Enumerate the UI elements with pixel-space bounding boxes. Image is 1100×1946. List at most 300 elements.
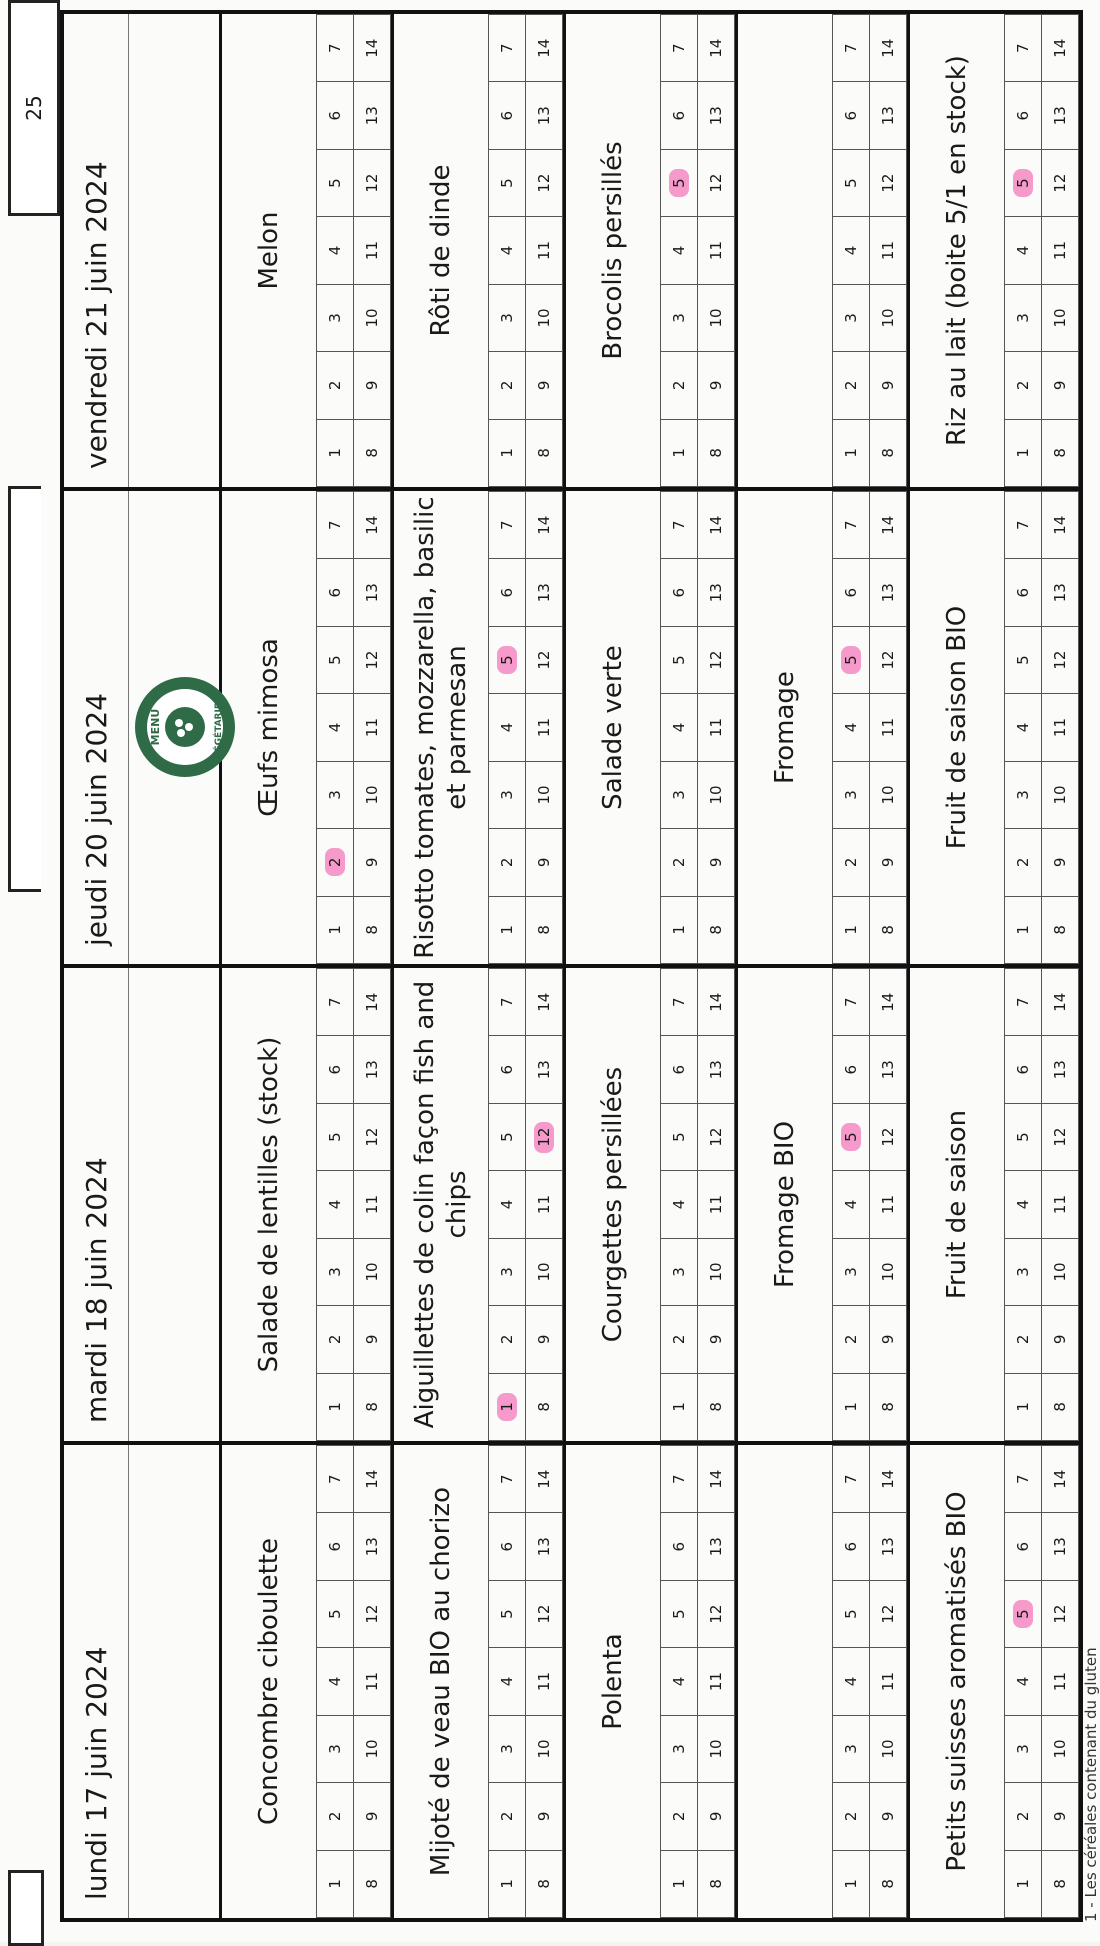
allergen-number: 13: [363, 1537, 381, 1557]
allergen-cell: [698, 626, 735, 693]
allergen-cell: [833, 1306, 870, 1373]
allergen-number: 1: [498, 925, 516, 935]
allergen-number: 4: [670, 245, 688, 256]
allergen-number: 11: [535, 240, 553, 261]
allergen-number: 1: [1014, 925, 1032, 935]
allergen-number: 1: [670, 925, 688, 935]
allergen-cell: [489, 694, 526, 761]
allergen-cell: [526, 559, 563, 626]
allergen-grid: [660, 14, 735, 487]
allergen-grid: [832, 491, 907, 964]
allergen-number: 10: [535, 308, 553, 328]
allergen-number: 4: [842, 1676, 860, 1687]
allergen-number: 5: [326, 1609, 344, 1619]
allergen-cell: [1005, 217, 1042, 284]
allergen-cell: [489, 82, 526, 149]
allergen-number: 7: [842, 43, 860, 54]
allergen-number: 14: [1051, 515, 1069, 535]
allergen-grid: [660, 968, 735, 1441]
allergen-number: 14: [707, 515, 725, 535]
allergen-cell: [661, 284, 698, 351]
allergen-number: 6: [1014, 1064, 1032, 1075]
allergen-number: 4: [1014, 1199, 1032, 1210]
allergen-cell: [833, 352, 870, 419]
allergen-cell: [1042, 1850, 1079, 1917]
allergen-number: 14: [535, 992, 553, 1012]
allergen-number: 1: [1014, 1402, 1032, 1412]
allergen-number: 7: [326, 997, 344, 1008]
dish-name: [737, 1443, 833, 1920]
allergen-number: 8: [363, 1879, 381, 1889]
allergen-number: 5: [670, 1132, 688, 1142]
allergen-cell: [698, 419, 735, 486]
allergen-number: 11: [1051, 1671, 1069, 1692]
allergen-number: 12: [535, 1604, 553, 1624]
allergen-cell: [354, 1171, 391, 1238]
allergen-number: 8: [707, 925, 725, 935]
allergen-cell: [354, 1648, 391, 1715]
allergen-cell: [698, 15, 735, 82]
allergen-grid: [1004, 14, 1079, 487]
allergen-number: 10: [879, 785, 897, 805]
allergen-number: 8: [535, 925, 553, 935]
allergen-cell: [1005, 1238, 1042, 1305]
allergen-number: 14: [1051, 992, 1069, 1012]
allergen-cell: [317, 352, 354, 419]
allergen-cell: [1005, 1513, 1042, 1580]
logo-text-top: MENU: [149, 709, 162, 746]
allergen-cell: [870, 1373, 907, 1440]
allergen-number: 5: [670, 655, 688, 665]
allergen-cell: [1005, 969, 1042, 1036]
allergen-number: 14: [879, 38, 897, 58]
allergen-number: 8: [879, 925, 897, 935]
allergen-number: 2: [670, 380, 688, 391]
allergen-cell: [526, 284, 563, 351]
allergen-cell: [354, 1783, 391, 1850]
allergen-cell: [1005, 419, 1042, 486]
allergen-cell: [698, 1171, 735, 1238]
allergen-number: 2: [842, 380, 860, 391]
allergen-cell: [661, 1171, 698, 1238]
allergen-number: 3: [1014, 1744, 1032, 1754]
allergen-cell: [661, 1238, 698, 1305]
allergen-cell: [870, 1648, 907, 1715]
allergen-cell: [317, 1648, 354, 1715]
allergen-cell: [870, 559, 907, 626]
allergen-cell: [870, 694, 907, 761]
allergen-cell: [870, 149, 907, 216]
allergen-cell: [526, 1580, 563, 1647]
week-number-box: [8, 0, 60, 216]
allergen-cell: [661, 1103, 698, 1170]
allergen-number: 4: [842, 245, 860, 256]
allergen-number: 10: [1051, 785, 1069, 805]
allergen-number: 10: [879, 308, 897, 328]
allergen-number: 4: [498, 245, 516, 256]
allergen-number: 3: [1014, 313, 1032, 323]
allergen-number: 1: [842, 925, 860, 935]
allergen-cell: [526, 969, 563, 1036]
allergen-number: 6: [498, 587, 516, 598]
allergen-cell: [870, 626, 907, 693]
allergen-number: 11: [879, 1194, 897, 1215]
allergen-cell: [698, 492, 735, 559]
allergen-cell: [1005, 1850, 1042, 1917]
allergen-cell: [354, 969, 391, 1036]
allergen-number: 13: [707, 106, 725, 126]
allergen-cell: [661, 1580, 698, 1647]
allergen-number: 6: [842, 110, 860, 121]
allergen-cell: [833, 626, 870, 693]
allergen-cell: [317, 284, 354, 351]
allergen-cell: [833, 1783, 870, 1850]
allergen-number: 1: [670, 1879, 688, 1889]
allergen-number: 1: [842, 1402, 860, 1412]
allergen-number: 1: [498, 1879, 516, 1889]
allergen-cell: [526, 1783, 563, 1850]
allergen-number: 3: [670, 1267, 688, 1277]
allergen-cell: [1005, 1171, 1042, 1238]
allergen-number: 3: [670, 1744, 688, 1754]
allergen-number: 11: [1051, 1194, 1069, 1215]
allergen-number: 14: [363, 992, 381, 1012]
allergen-cell: [526, 1171, 563, 1238]
allergen-number: 2: [326, 1811, 344, 1822]
allergen-cell: [870, 1580, 907, 1647]
allergen-cell: [1042, 1036, 1079, 1103]
allergen-cell: [354, 1238, 391, 1305]
allergen-cell: [317, 419, 354, 486]
allergen-number: 4: [842, 1199, 860, 1210]
allergen-number: 4: [1014, 722, 1032, 733]
allergen-cell: [1042, 1306, 1079, 1373]
allergen-number: 2: [498, 1811, 516, 1822]
allergen-number: 6: [842, 587, 860, 598]
dish-name: Rôti de dinde: [393, 12, 489, 489]
allergen-cell: [1042, 559, 1079, 626]
allergen-number: 3: [842, 1744, 860, 1754]
allergen-cell: [526, 1648, 563, 1715]
allergen-number: 14: [535, 1469, 553, 1489]
allergen-grid: [832, 968, 907, 1441]
allergen-number: 13: [879, 1537, 897, 1557]
allergen-number: 10: [1051, 308, 1069, 328]
allergen-number: 2: [498, 857, 516, 868]
allergen-number: 4: [670, 722, 688, 733]
allergen-cell: [833, 15, 870, 82]
allergen-cell: [661, 969, 698, 1036]
allergen-cell: [489, 1513, 526, 1580]
allergen-cell: [354, 829, 391, 896]
allergen-grid: [1004, 968, 1079, 1441]
allergen-cell: [698, 1580, 735, 1647]
allergen-number: 9: [707, 857, 725, 868]
allergen-number: 10: [1051, 1739, 1069, 1759]
allergen-cell: [354, 1306, 391, 1373]
allergen-cell: [526, 1036, 563, 1103]
allergen-cell: [833, 492, 870, 559]
allergen-number: 11: [1051, 717, 1069, 738]
allergen-number: 5: [669, 169, 689, 197]
allergen-number: 5: [842, 1609, 860, 1619]
allergen-number: 1: [670, 1402, 688, 1412]
dish-name: Courgettes persillées: [565, 966, 661, 1443]
allergen-cell: [1042, 1446, 1079, 1513]
allergen-cell: [317, 761, 354, 828]
allergen-cell: [354, 15, 391, 82]
allergen-cell: [1042, 761, 1079, 828]
allergen-number: 7: [842, 997, 860, 1008]
allergen-cell: [526, 1446, 563, 1513]
allergen-cell: [526, 149, 563, 216]
allergen-cell: [354, 82, 391, 149]
allergen-cell: [833, 1580, 870, 1647]
allergen-cell: [833, 829, 870, 896]
dish-name: Petits suisses aromatisés BIO: [909, 1443, 1005, 1920]
allergen-number: 3: [670, 313, 688, 323]
allergen-number: 13: [363, 1060, 381, 1080]
allergen-cell: [526, 419, 563, 486]
allergen-cell: [870, 761, 907, 828]
allergen-number: 3: [842, 313, 860, 323]
allergen-number: 3: [842, 1267, 860, 1277]
allergen-cell: [1005, 1103, 1042, 1170]
dish-name: Riz au lait (boite 5/1 en stock): [909, 12, 1005, 489]
allergen-cell: [870, 1446, 907, 1513]
allergen-cell: [526, 694, 563, 761]
allergen-number: 13: [707, 583, 725, 603]
allergen-cell: [661, 1783, 698, 1850]
allergen-number: 2: [1014, 857, 1032, 868]
allergen-number: 11: [363, 717, 381, 738]
allergen-number: 12: [879, 1604, 897, 1624]
allergen-number: 1: [498, 448, 516, 458]
allergen-cell: [354, 284, 391, 351]
allergen-number: 7: [670, 520, 688, 531]
allergen-cell: [489, 1648, 526, 1715]
allergen-number: 14: [707, 992, 725, 1012]
allergen-cell: [833, 1238, 870, 1305]
allergen-cell: [1005, 694, 1042, 761]
allergen-grid: [488, 491, 563, 964]
allergen-cell: [526, 626, 563, 693]
allergen-cell: [698, 1513, 735, 1580]
allergen-cell: [870, 284, 907, 351]
allergen-number: 12: [879, 173, 897, 193]
dish-name: Concombre ciboulette: [221, 1443, 317, 1920]
allergen-number: 4: [498, 1676, 516, 1687]
allergen-cell: [661, 149, 698, 216]
allergen-number: 13: [879, 583, 897, 603]
allergen-cell: [833, 1513, 870, 1580]
allergen-number: 6: [670, 587, 688, 598]
allergen-cell: [489, 1446, 526, 1513]
allergen-number: 3: [498, 313, 516, 323]
allergen-number: 6: [498, 1064, 516, 1075]
allergen-number: 8: [363, 448, 381, 458]
allergen-cell: [526, 492, 563, 559]
allergen-number: 2: [326, 1334, 344, 1345]
allergen-cell: [1042, 149, 1079, 216]
allergen-number: 8: [363, 1402, 381, 1412]
allergen-number: 4: [1014, 1676, 1032, 1687]
allergen-cell: [317, 1238, 354, 1305]
allergen-cell: [489, 1373, 526, 1440]
allergen-cell: [489, 1850, 526, 1917]
allergen-cell: [870, 82, 907, 149]
allergen-number: 14: [535, 38, 553, 58]
allergen-number: 6: [842, 1064, 860, 1075]
allergen-cell: [698, 149, 735, 216]
allergen-cell: [489, 1715, 526, 1782]
allergen-cell: [489, 149, 526, 216]
dish-name: Salade verte: [565, 489, 661, 966]
allergen-cell: [317, 82, 354, 149]
allergen-number: 14: [363, 515, 381, 535]
allergen-number: 11: [535, 1671, 553, 1692]
allergen-number: 6: [842, 1541, 860, 1552]
allergen-number: 12: [363, 173, 381, 193]
allergen-cell: [870, 1850, 907, 1917]
allergen-cell: [317, 1783, 354, 1850]
allergen-number: 8: [363, 925, 381, 935]
allergen-cell: [1005, 1373, 1042, 1440]
allergen-cell: [354, 149, 391, 216]
allergen-cell: [1042, 969, 1079, 1036]
allergen-number: 4: [670, 1676, 688, 1687]
allergen-number: 2: [498, 380, 516, 391]
allergen-cell: [526, 1715, 563, 1782]
allergen-cell: [489, 1238, 526, 1305]
dish-name: Fromage: [737, 489, 833, 966]
allergen-cell: [1042, 829, 1079, 896]
allergen-cell: [833, 1648, 870, 1715]
dish-name: Risotto tomates, mozzarella, basilic et parmesan: [393, 489, 489, 966]
allergen-number: 4: [498, 1199, 516, 1210]
allergen-number: 6: [498, 110, 516, 121]
allergen-cell: [317, 969, 354, 1036]
allergen-cell: [661, 559, 698, 626]
allergen-cell: [833, 1715, 870, 1782]
allergen-cell: [833, 149, 870, 216]
allergen-cell: [317, 1715, 354, 1782]
allergen-number: 8: [535, 1879, 553, 1889]
allergen-cell: [526, 1238, 563, 1305]
allergen-number: 6: [1014, 110, 1032, 121]
allergen-cell: [698, 1036, 735, 1103]
allergen-number: 1: [326, 1879, 344, 1889]
allergen-cell: [489, 1783, 526, 1850]
allergen-cell: [317, 15, 354, 82]
allergen-number: 10: [879, 1739, 897, 1759]
allergen-number: 5: [1014, 1132, 1032, 1142]
allergen-number: 13: [707, 1060, 725, 1080]
allergen-cell: [1042, 492, 1079, 559]
allergen-cell: [833, 284, 870, 351]
allergen-number: 10: [535, 1739, 553, 1759]
allergen-cell: [661, 82, 698, 149]
allergen-cell: [317, 217, 354, 284]
dish-name: Aiguillettes de colin façon fish and chips: [393, 966, 489, 1443]
allergen-number: 12: [707, 1127, 725, 1147]
allergen-number: 4: [842, 722, 860, 733]
allergen-number: 12: [1051, 1127, 1069, 1147]
allergen-number: 13: [707, 1537, 725, 1557]
allergen-number: 2: [1014, 1811, 1032, 1822]
allergen-number: 14: [707, 38, 725, 58]
allergen-number: 8: [535, 1402, 553, 1412]
allergen-number: 12: [534, 1122, 554, 1153]
allergen-cell: [661, 15, 698, 82]
allergen-number: 1: [670, 448, 688, 458]
day-banner-area: [129, 966, 221, 1443]
allergen-cell: [317, 1850, 354, 1917]
allergen-cell: [1042, 694, 1079, 761]
dish-name: [737, 12, 833, 489]
allergen-number: 12: [535, 173, 553, 193]
allergen-number: 6: [1014, 1541, 1032, 1552]
allergen-number: 7: [326, 43, 344, 54]
allergen-cell: [661, 626, 698, 693]
allergen-cell: [870, 829, 907, 896]
allergen-number: 7: [842, 520, 860, 531]
allergen-number: 12: [707, 650, 725, 670]
allergen-cell: [489, 559, 526, 626]
day-banner-area: [129, 489, 224, 966]
allergen-cell: [354, 492, 391, 559]
allergen-cell: [1042, 1373, 1079, 1440]
day-header: vendredi 21 juin 2024: [62, 12, 129, 489]
allergen-number: 12: [707, 173, 725, 193]
allergen-cell: [317, 1103, 354, 1170]
allergen-cell: [526, 1306, 563, 1373]
dish-name: Polenta: [565, 1443, 661, 1920]
allergen-grid: [660, 491, 735, 964]
dish-name: Melon: [221, 12, 317, 489]
allergen-number: 3: [1014, 1267, 1032, 1277]
allergen-cell: [1005, 149, 1042, 216]
allergen-grid: [832, 1445, 907, 1918]
allergen-cell: [1005, 492, 1042, 559]
allergen-number: 2: [498, 1334, 516, 1345]
allergen-number: 4: [326, 1676, 344, 1687]
allergen-number: 9: [363, 380, 381, 391]
allergen-grid: [316, 14, 391, 487]
dish-name: Brocolis persillés: [565, 12, 661, 489]
allergen-cell: [317, 626, 354, 693]
allergen-number: 10: [363, 1739, 381, 1759]
allergen-number: 9: [535, 380, 553, 391]
allergen-cell: [833, 1373, 870, 1440]
allergen-cell: [833, 1446, 870, 1513]
allergen-number: 9: [707, 1811, 725, 1822]
week-number: 25: [22, 95, 46, 121]
allergen-cell: [526, 761, 563, 828]
allergen-number: 5: [498, 178, 516, 188]
allergen-number: 13: [535, 1060, 553, 1080]
allergen-cell: [661, 1513, 698, 1580]
allergen-cell: [833, 1850, 870, 1917]
allergen-cell: [1042, 1648, 1079, 1715]
allergen-cell: [1042, 284, 1079, 351]
allergen-cell: [526, 1103, 563, 1170]
allergen-number: 10: [707, 308, 725, 328]
allergen-number: 13: [879, 1060, 897, 1080]
allergen-number: 12: [707, 1604, 725, 1624]
allergen-number: 9: [1051, 1811, 1069, 1822]
allergen-cell: [1005, 1648, 1042, 1715]
